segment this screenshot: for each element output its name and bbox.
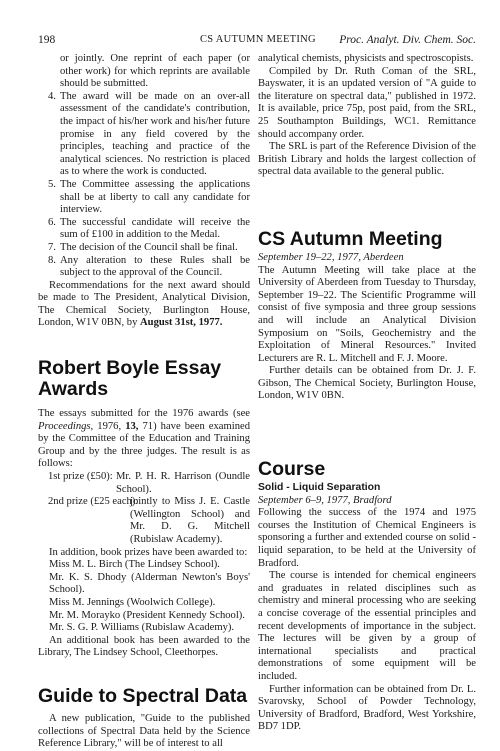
rule-item: 5. The Committee assessing the applications shall be at liberty to call any candidate for interview. — [48, 178, 250, 216]
list-item: Miss M. L. Birch (The Lindsey School). — [49, 559, 220, 571]
autumn-meeting-date: September 19–22, 1977, Aberdeen — [258, 251, 404, 263]
course-heading: Course — [258, 458, 326, 481]
book-prizes-intro: In addition, book prizes have been awarded to: — [49, 546, 248, 558]
course-contact-paragraph: Further information can be obtained from Dr. L. Svarovsky, School of Powder Technology, University of Bradford, Bradford, West Yorkshire, BD7 1DP. — [258, 683, 476, 733]
journal-title: Proc. Analyt. Div. Chem. Soc. — [339, 34, 476, 46]
spectral-continuation: analytical chemists, physicists and spectroscopists. — [258, 53, 474, 64]
recommendation-paragraph: Recommendations for the next award should be made to The President, Analytical Division, The Chemical Society, Burlington House, London, W1V 0BN, by August 31st, 1977. — [38, 279, 250, 329]
right-column — [258, 53, 476, 734]
additional-book: An additional book has been awarded to the Library, The Lindsey School, Cleethorpes. — [38, 634, 250, 659]
autumn-meeting-heading: CS Autumn Meeting — [258, 227, 443, 250]
autumn-details-paragraph: Further details can be obtained from Dr. J. F. Gibson, The Chemical Society, Burlington House, London, W1V 0BN. — [258, 365, 476, 402]
deadline-date: August 31st, 1977. — [140, 317, 223, 329]
list-item: Miss M. Jennings (Woolwich College). — [49, 596, 216, 608]
running-title: CS AUTUMN MEETING — [200, 34, 316, 45]
list-item: Mr. M. Morayko (President Kennedy School). — [49, 609, 245, 621]
rules-list — [38, 91, 250, 280]
srl-paragraph: The SRL is part of the Reference Division of the British Library and holds the largest collection of spectral data available to the general public. — [258, 141, 476, 178]
list-item: Mr. S. G. P. Williams (Rubislaw Academy). — [49, 622, 235, 634]
course-date: September 6–9, 1977, Bradford — [258, 494, 392, 506]
page-header — [38, 34, 476, 50]
course-subtitle: Solid - Liquid Separation — [258, 482, 381, 494]
rule-item: 4. The award will be made on an over-all assessment of the candidate's contribution, the impact of his/her work and his/her future promise in any field covered by the principles, teaching and practice of the analytical sciences. No restriction is placed as to where the work is conducted. — [48, 90, 250, 178]
spectral-heading: Guide to Spectral Data — [38, 684, 248, 707]
rule-item: 7. The decision of the Council shall be final. — [48, 241, 238, 253]
autumn-meeting-paragraph: The Autumn Meeting will take place at the University of Aberdeen from Tuesday to Thursday, September 19–22. The Scientific Programme will consist of five symposia and three group sessions and will include an Analytical Division Symposium on "Soils, Geochemistry and the Exploitation of Mineral Resources." Invited Lecturers are R. L. Mitchell and F. J. Moore. — [258, 264, 476, 364]
book-prize-list — [38, 559, 250, 635]
left-column — [38, 53, 250, 751]
boyle-intro: The essays submitted for the 1976 awards (see Proceedings, 1976, 13, 71) have been examined by the Committee of the Education and Training Group and by the three judges. The result is as follows: — [38, 408, 250, 470]
rule-item: 6. The successful candidate will receive the sum of £100 in addition to the Medal. — [48, 216, 250, 241]
list-item: Mr. K. S. Dhody (Alderman Newton's Boys' School). — [49, 571, 250, 596]
first-prize: 1st prize (£50): Mr. P. H. R. Harrison (Oundle School). — [48, 471, 250, 495]
rule-item: 8. Any alteration to these Rules shall be subject to the approval of the Council. — [48, 254, 250, 279]
boyle-heading: Robert Boyle Essay Awards — [38, 357, 222, 401]
compiled-paragraph: Compiled by Dr. Ruth Coman of the SRL, Bayswater, it is an updated version of "A guide to the literature on spectral data," published in 1972. It is available, price 75p, post paid, from the SRL, 25 Southampton Buildings, WC1. Remittance should accompany order. — [258, 65, 476, 140]
second-prize: 2nd prize (£25 each): jointly to Miss J. E. Castle (Wellington School) and Mr. D. G. Mitchell (Rubislaw Academy). — [48, 496, 250, 545]
course-paragraph: Following the success of the 1974 and 1975 courses the Institution of Chemical Engineers is sponsoring a further and extended course on solid - liquid separation, to be held at the University of Bradford. — [258, 507, 476, 569]
rule-continuation: or jointly. One reprint of each paper (or other work) for which reprints are available should be submitted. — [60, 53, 250, 90]
course-audience-paragraph: The course is intended for chemical engineers and graduates in related disciplines such as chemistry and mineral processing who are seeking a concise coverage of the essential principles and recent developments of importance in the subject. The lectures will be given by a group of international specialists and practical demonstrations of some equipment will be included. — [258, 570, 476, 682]
page-number: 198 — [38, 34, 56, 46]
spectral-paragraph: A new publication, "Guide to the published collections of Spectral Data held by the Science Reference Library," will be of interest to all — [38, 712, 250, 750]
